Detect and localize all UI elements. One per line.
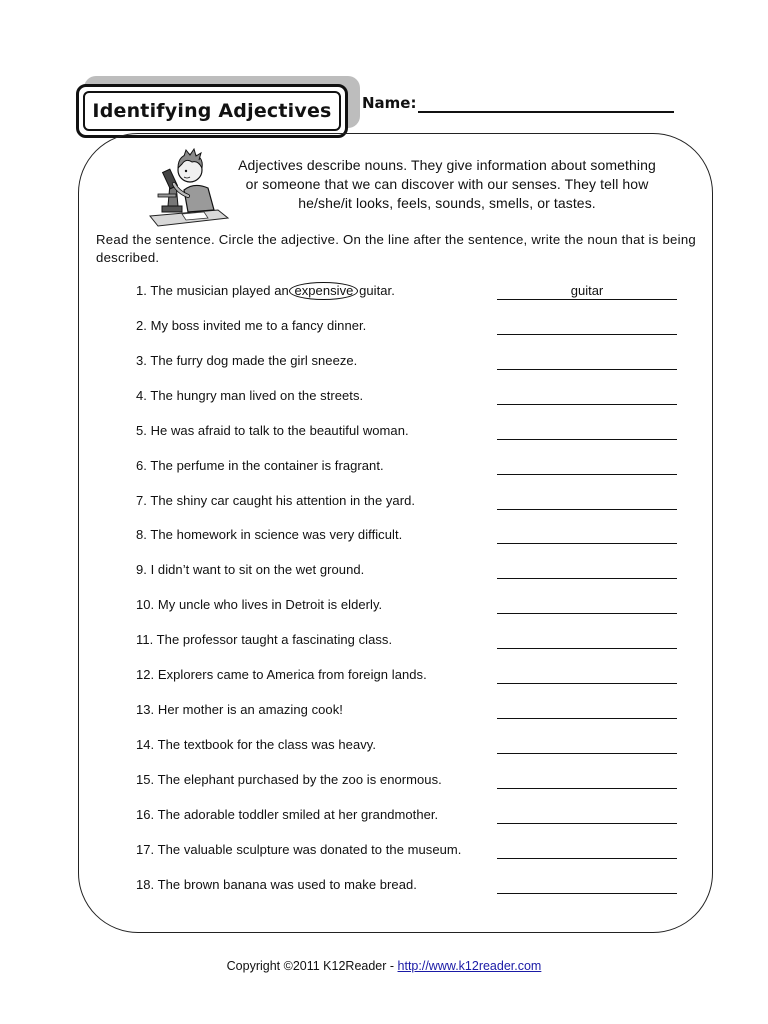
sentence-item: 9. I didn’t want to sit on the wet ground. xyxy=(136,562,365,577)
name-input-line[interactable] xyxy=(418,111,674,113)
answer-line[interactable] xyxy=(497,493,677,510)
sentence-item: 10. My uncle who lives in Detroit is elderly. xyxy=(136,597,383,612)
sentence-item: 4. The hungry man lived on the streets. xyxy=(136,388,364,403)
sentence-item: 16. The adorable toddler smiled at her grandmother. xyxy=(136,807,439,822)
answer-line[interactable] xyxy=(497,388,677,405)
answer-line[interactable] xyxy=(497,632,677,649)
answer-line[interactable] xyxy=(497,527,677,544)
boy-with-microscope-icon xyxy=(148,144,230,230)
title-inner-border xyxy=(83,91,341,131)
sentence-item: 18. The brown banana was used to make bread. xyxy=(136,877,417,892)
sentence-item: 11. The professor taught a fascinating class. xyxy=(136,632,393,647)
example-sentence-end: guitar. xyxy=(355,283,395,298)
answer-line[interactable] xyxy=(497,702,677,719)
answer-line[interactable] xyxy=(497,562,677,579)
circled-adjective: expensive xyxy=(289,282,358,300)
footer-copyright xyxy=(0,959,768,973)
sentence-item: 7. The shiny car caught his attention in the yard. xyxy=(136,493,416,508)
example-sentence-start: 1. The musician played an xyxy=(136,283,293,298)
name-label: Name: xyxy=(362,94,417,112)
answer-line[interactable] xyxy=(497,667,677,684)
answer-line[interactable] xyxy=(497,842,677,859)
sentence-item: 13. Her mother is an amazing cook! xyxy=(136,702,343,717)
answer-line[interactable] xyxy=(497,458,677,475)
answer-line[interactable] xyxy=(497,807,677,824)
answer-line[interactable] xyxy=(497,877,677,894)
sentence-item: 12. Explorers came to America from foreign lands. xyxy=(136,667,427,682)
answer-line[interactable] xyxy=(497,737,677,754)
sentence-item: 14. The textbook for the class was heavy. xyxy=(136,737,377,752)
sentence-item: 17. The valuable sculpture was donated to the museum. xyxy=(136,842,462,857)
sentence-item: 8. The homework in science was very difficult. xyxy=(136,527,403,542)
answer-line[interactable] xyxy=(497,597,677,614)
intro-paragraph: Adjectives describe nouns. They give information about something or someone that we can discover with our senses. They tell how he/she/it looks, feels, sounds, smells, or tastes. xyxy=(238,157,656,211)
answer-line[interactable] xyxy=(497,353,677,370)
instructions: Read the sentence. Circle the adjective. On the line after the sentence, write the noun that is being described. xyxy=(96,232,696,265)
answer-line[interactable] xyxy=(497,318,677,335)
example-sentence xyxy=(136,283,395,298)
example-answer-line: guitar xyxy=(497,283,677,300)
copyright-text: Copyright ©2011 K12Reader - xyxy=(226,959,398,973)
sentence-item: 5. He was afraid to talk to the beautiful woman. xyxy=(136,423,409,438)
sentence-item: 3. The furry dog made the girl sneeze. xyxy=(136,353,358,368)
sentence-item: 6. The perfume in the container is fragrant. xyxy=(136,458,384,473)
sentence-item: 15. The elephant purchased by the zoo is enormous. xyxy=(136,772,442,787)
sentence-item: 2. My boss invited me to a fancy dinner. xyxy=(136,318,367,333)
worksheet-title: Identifying Adjectives xyxy=(92,100,332,122)
title-box xyxy=(76,84,348,138)
k12reader-link[interactable]: http://www.k12reader.com xyxy=(397,959,542,973)
answer-line[interactable] xyxy=(497,423,677,440)
answer-line[interactable] xyxy=(497,772,677,789)
